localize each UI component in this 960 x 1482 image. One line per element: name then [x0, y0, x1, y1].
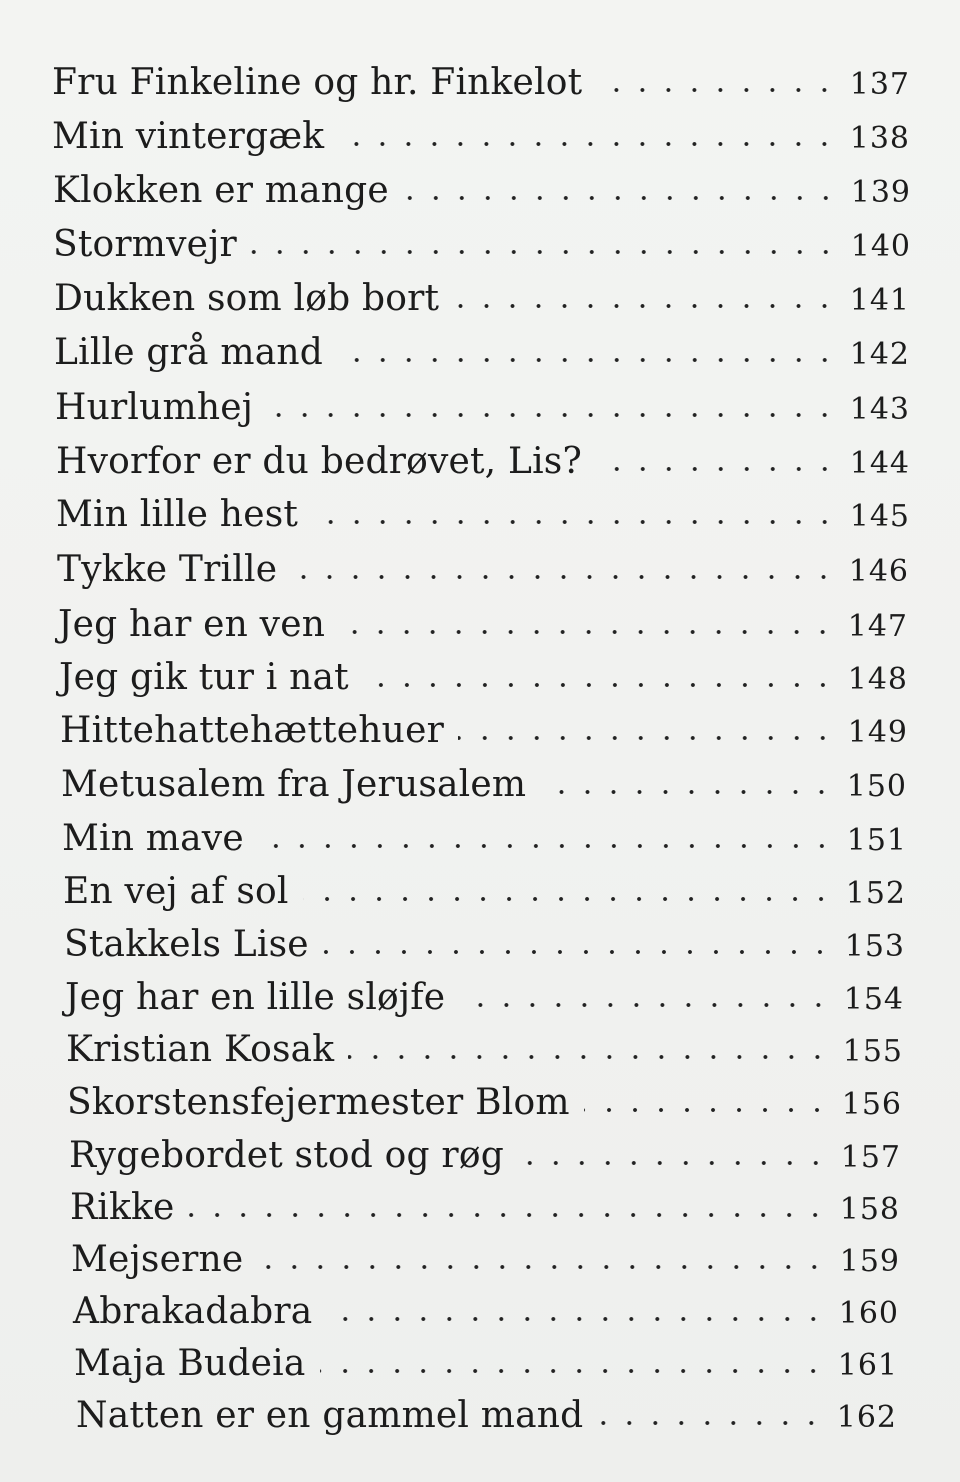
toc-entry-page: 156: [841, 1087, 902, 1122]
toc-entry-title: Stormvejr: [53, 224, 237, 265]
toc-entry-page: 161: [837, 1348, 898, 1383]
toc-entry: [74, 1339, 898, 1389]
toc-entry: [59, 653, 908, 703]
toc-entry: [54, 328, 910, 378]
toc-entry: [53, 220, 911, 270]
dot-leader: [403, 194, 839, 202]
toc-entry-page: 158: [839, 1192, 900, 1227]
toc-entry-title: Kristian Kosak: [66, 1029, 335, 1070]
toc-entry-title: Hvorfor er du bedrøvet, Lis?: [56, 441, 582, 482]
toc-entry: [53, 166, 911, 216]
dot-leader: [320, 1367, 826, 1375]
toc-entry-title: Rygebordet stod og røg: [69, 1135, 504, 1176]
dot-leader: [258, 842, 835, 850]
toc-entry-title: Stakkels Lise: [64, 924, 309, 965]
dot-leader: [338, 140, 837, 148]
toc-entry: [56, 437, 910, 487]
toc-entry-title: Klokken er mange: [53, 170, 389, 211]
toc-entry: [67, 1078, 902, 1128]
toc-entry-page: 143: [849, 392, 910, 427]
toc-entry: [71, 1235, 900, 1285]
toc-entry-page: 145: [849, 499, 910, 534]
toc-entry-title: Hurlumhej: [55, 387, 254, 428]
toc-entry: [52, 58, 910, 108]
dot-leader: [267, 411, 838, 419]
dot-leader: [291, 573, 837, 581]
toc-entry: [58, 600, 908, 650]
toc-entry-title: Metusalem fra Jerusalem: [61, 764, 527, 805]
toc-entry-title: Rikke: [70, 1187, 175, 1228]
dot-leader: [189, 1211, 828, 1219]
toc-entry-title: Min mave: [62, 818, 244, 859]
toc-entry-page: 151: [846, 823, 907, 858]
toc-entry-page: 139: [850, 175, 911, 210]
toc-entry-page: 153: [844, 929, 905, 964]
toc-entry-page: 154: [843, 982, 904, 1017]
toc-entry: [63, 867, 906, 917]
toc-entry: [55, 383, 910, 433]
toc-entry-page: 152: [845, 876, 906, 911]
toc-entry-page: 142: [849, 337, 910, 372]
toc-entry-title: Natten er en gammel mand: [76, 1395, 584, 1436]
dot-leader: [540, 788, 835, 796]
toc-entry: [64, 920, 905, 970]
toc-entry-title: Fru Finkeline og hr. Finkelot: [52, 62, 583, 103]
toc-entry-page: 141: [849, 283, 910, 318]
dot-leader: [596, 86, 837, 94]
toc-entry-page: 147: [847, 609, 908, 644]
toc-entry-page: 138: [849, 121, 910, 156]
toc-entry-page: 155: [842, 1034, 903, 1069]
toc-entry: [56, 490, 910, 540]
toc-entry-page: 149: [847, 715, 908, 750]
toc-entry-page: 157: [840, 1140, 901, 1175]
dot-leader: [323, 948, 833, 956]
toc-entry: [65, 973, 904, 1023]
dot-leader: [518, 1159, 829, 1167]
toc-entry-title: Dukken som løb bort: [54, 278, 440, 319]
dot-leader: [348, 1053, 830, 1061]
dot-leader: [257, 1263, 827, 1271]
toc-entry: [60, 706, 908, 756]
dot-leader: [363, 681, 836, 689]
toc-entry: [73, 1287, 899, 1337]
dot-leader: [251, 248, 839, 256]
toc-entry-title: En vej af sol: [63, 871, 289, 912]
toc-entry-title: Lille grå mand: [54, 332, 323, 373]
dot-leader: [459, 1001, 831, 1009]
toc-entry-page: 144: [849, 446, 910, 481]
toc-entry-title: Hittehattehættehuer: [60, 710, 444, 751]
toc-entry-page: 146: [848, 554, 909, 589]
dot-leader: [337, 356, 838, 364]
toc-entry-title: Jeg gik tur i nat: [59, 657, 349, 698]
dot-leader: [303, 895, 834, 903]
toc-entry-page: 160: [838, 1296, 899, 1331]
toc-entry-title: Tykke Trille: [57, 549, 278, 590]
toc-entry-page: 159: [839, 1244, 900, 1279]
toc-entry-title: Maja Budeia: [74, 1343, 306, 1384]
toc-entry: [57, 545, 909, 595]
toc-entry: [52, 112, 910, 162]
dot-leader: [453, 302, 838, 310]
toc-entry: [76, 1391, 897, 1441]
dot-leader: [339, 628, 836, 636]
toc-entry: [69, 1131, 901, 1181]
toc-entry: [61, 760, 907, 810]
toc-entry-page: 162: [836, 1400, 897, 1435]
toc-entry-title: Jeg har en lille sløjfe: [65, 977, 446, 1018]
toc-entry-page: 137: [849, 67, 910, 102]
toc-entry: [70, 1183, 900, 1233]
toc-entry-page: 140: [850, 229, 911, 264]
dot-leader: [584, 1106, 830, 1114]
toc-entry-title: Jeg har en ven: [58, 604, 326, 645]
dot-leader: [326, 1315, 826, 1323]
dot-leader: [312, 518, 838, 526]
dot-leader: [458, 734, 836, 742]
dot-leader: [597, 1419, 824, 1427]
toc-entry-title: Min lille hest: [56, 494, 299, 535]
toc-entry: [66, 1025, 903, 1075]
toc-entry-page: 150: [846, 769, 907, 804]
toc-entry-page: 148: [847, 662, 908, 697]
toc-entry-title: Skorstensfejermester Blom: [67, 1082, 570, 1123]
dot-leader: [596, 465, 838, 473]
toc-entry: [54, 274, 910, 324]
toc-entry-title: Mejserne: [71, 1239, 244, 1280]
toc-entry-title: Min vintergæk: [52, 116, 325, 157]
toc-entry: [62, 814, 907, 864]
toc-entry-title: Abrakadabra: [73, 1291, 313, 1332]
